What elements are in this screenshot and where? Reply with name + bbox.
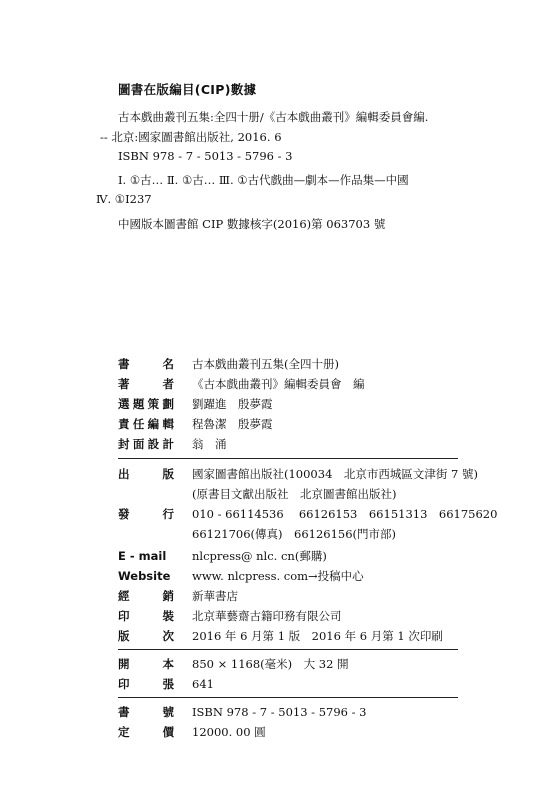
label-distribution: 發行	[118, 507, 174, 521]
value-cover-design: 翁 涌	[192, 437, 227, 451]
value-distribution-fax: 66121706(傳真) 66126156(門市部)	[192, 527, 397, 541]
label-printer: 印裝	[118, 609, 174, 623]
row-distribution	[118, 505, 497, 523]
value-format: 850 × 1168(毫米) 大 32 開	[192, 657, 349, 671]
label-price: 定價	[118, 725, 174, 739]
row-publisher	[118, 465, 478, 483]
value-sheets: 641	[192, 677, 214, 691]
value-editor: 程魯潔 殷夢霞	[192, 417, 273, 431]
label-sales: 經銷	[118, 589, 174, 603]
row-book-title	[118, 355, 339, 373]
row-price	[118, 723, 266, 741]
row-planner	[118, 395, 273, 413]
row-website	[118, 567, 364, 585]
cip-heading: 圖書在版編目(CIP)數據	[118, 82, 257, 97]
divider	[118, 649, 458, 650]
row-author	[118, 375, 365, 393]
label-isbn: 書號	[118, 705, 174, 719]
row-distribution-fax	[118, 525, 396, 543]
value-distribution-phones: 010 - 66114536 66126153 66151313 66175620	[192, 507, 498, 521]
label-editor: 責任編輯	[118, 417, 174, 431]
value-planner: 劉躍進 殷夢霞	[192, 397, 273, 411]
row-sheets	[118, 675, 214, 693]
label-cover-design: 封面設計	[118, 437, 174, 451]
row-printer	[118, 607, 342, 625]
row-email	[118, 547, 327, 565]
value-printer: 北京華藝齋古籍印務有限公司	[192, 609, 342, 623]
cip-publisher-line: -- 北京:國家圖書館出版社, 2016. 6	[100, 130, 282, 144]
value-publisher: 國家圖書館出版社(100034 北京市西城區文津街 7 號)	[192, 467, 478, 481]
row-format	[118, 655, 349, 673]
value-isbn: ISBN 978 - 7 - 5013 - 5796 - 3	[192, 705, 367, 719]
label-sheets: 印張	[118, 677, 174, 691]
label-edition: 版次	[118, 629, 174, 643]
divider	[118, 458, 458, 459]
label-book-title: 書名	[118, 357, 174, 371]
label-author: 著者	[118, 377, 174, 391]
cip-title-line: 古本戲曲叢刊五集:全四十册/《古本戲曲叢刊》編輯委員會編.	[118, 110, 429, 124]
cip-record-number: 中國版本圖書館 CIP 數據核字(2016)第 063703 號	[118, 217, 386, 231]
cip-isbn-line: ISBN 978 - 7 - 5013 - 5796 - 3	[118, 149, 293, 163]
value-edition: 2016 年 6 月第 1 版 2016 年 6 月第 1 次印刷	[192, 629, 443, 643]
row-cover-design	[118, 435, 227, 453]
row-sales	[118, 587, 238, 605]
value-website: www. nlcpress. com→投稿中心	[192, 569, 364, 583]
label-planner: 選題策劃	[118, 397, 174, 411]
value-author: 《古本戲曲叢刊》編輯委員會 編	[192, 377, 365, 391]
value-book-title: 古本戲曲叢刊五集(全四十册)	[192, 357, 339, 371]
value-sales: 新華書店	[192, 589, 238, 603]
value-price: 12000. 00 圓	[192, 725, 266, 739]
row-edition	[118, 627, 443, 645]
row-publisher-note	[118, 485, 396, 503]
row-isbn	[118, 703, 367, 721]
value-email: nlcpress@ nlc. cn(郵購)	[192, 549, 327, 563]
row-editor	[118, 415, 273, 433]
label-publisher: 出版	[118, 467, 174, 481]
cip-subject-line: Ⅰ. ①古… Ⅱ. ①古… Ⅲ. ①古代戲曲—劇本—作品集—中國	[118, 173, 409, 187]
value-publisher-note: (原書目文獻出版社 北京圖書館出版社)	[192, 487, 397, 501]
divider	[118, 697, 458, 698]
label-email: E - mail	[118, 549, 167, 563]
label-format: 開本	[118, 657, 174, 671]
label-website: Website	[118, 569, 171, 583]
cip-classification-line: Ⅳ. ①I237	[96, 192, 152, 206]
